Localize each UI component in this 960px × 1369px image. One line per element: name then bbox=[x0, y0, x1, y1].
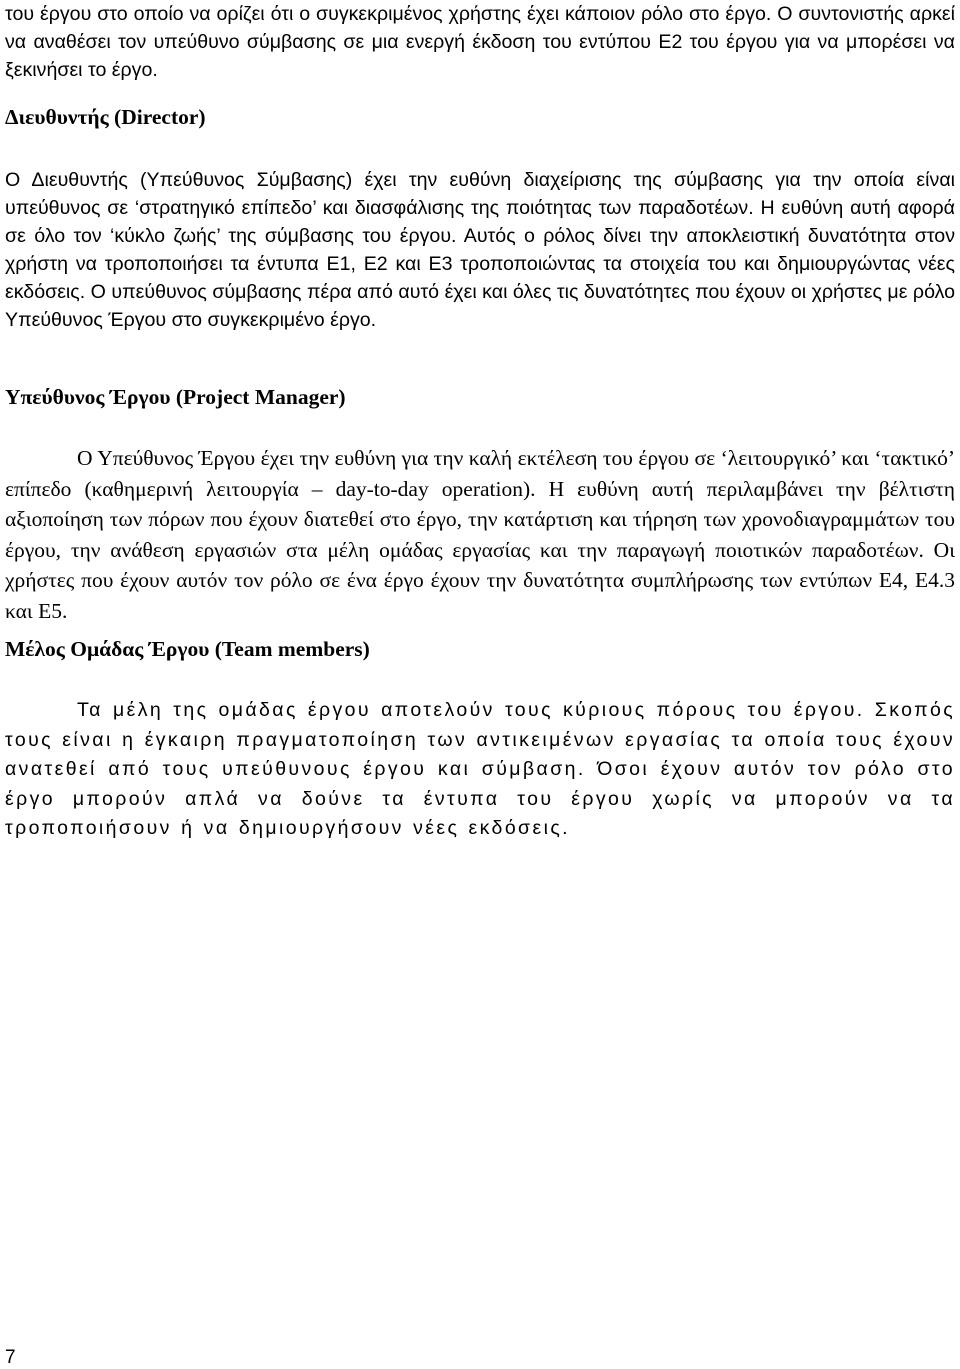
team-members-heading: Μέλος Ομάδας Έργου (Team members) bbox=[5, 637, 370, 661]
director-paragraph: Ο Διευθυντής (Υπεύθυνος Σύμβασης) έχει την ευθύνη διαχείρισης της σύμβασης για την οποία είναι υπεύθυνος σε ‘στρατηγικό επίπεδο’ και διασφάλισης της ποιότητας των παραδοτέων. Η ευθύνη αυτή αφορά σε όλο τον ‘κύκλο ζωής’ της σύμβασης του έργου. Αυτός ο ρόλος δίνει την αποκλειστική δυνατότητα στον χρήστη να τροποποιήσει τα έντυπα Ε1, Ε2 και Ε3 τροποποιώντας τα στοιχεία του και δημιουργώντας νέες εκδόσεις. Ο υπεύθυνος σύμβασης πέρα από αυτό έχει και όλες τις δυνατότητες που έχουν οι χρήστες με ρόλο Υπεύθυνος Έργου στο συγκεκριμένο έργο. bbox=[5, 169, 955, 331]
project-manager-paragraph: Ο Υπεύθυνος Έργου έχει την ευθύνη για την καλή εκτέλεση του έργου σε ‘λειτουργικό’ και ‘τακτικό’ επίπεδο (καθημερινή λειτουργία – day-to-day operation). Η ευθύνη αυτή περιλαμβάνει την βέλτιστη αξιοποίηση των πόρων που έχουν διατεθεί στο έργο, την κατάρτιση και τήρηση των χρονοδιαγραμμάτων του έργου, την ανάθεση εργασιών στα μέλη ομάδας εργασίας και την παραγωγή ποιοτικών παραδοτέων. Οι χρήστες που έχουν αυτόν τον ρόλο σε ένα έργο έχουν την δυνατότητα συμπλήρωσης των εντύπων Ε4, Ε4.3 και Ε5. bbox=[5, 446, 955, 623]
director-heading: Διευθυντής (Director) bbox=[5, 105, 206, 129]
intro-paragraph: του έργου στο οποίο να ορίζει ότι ο συγκεκριμένος χρήστης έχει κάποιον ρόλο στο έργο. Ο συντονιστής αρκεί να αναθέσει τον υπεύθυνο σύμβασης σε μια ενεργή έκδοση του εντύπου Ε2 του έργου για να μπορέσει να ξεκινήσει το έργο. bbox=[5, 3, 955, 81]
team-members-paragraph: Τα μέλη της ομάδας έργου αποτελούν τους κύριους πόρους του έργου. Σκοπός τους είναι η έγκαιρη πραγματοποίηση των αντικειμένων εργασίας τα οποία τους έχουν ανατεθεί από τους υπεύθυνους έργου και σύμβαση. Όσοι έχουν αυτόν τον ρόλο στο έργο μπορούν απλά να δούνε τα έντυπα του έργου χωρίς να μπορούν να τα τροποποιήσουν ή να δημιουργήσουν νέες εκδόσεις. bbox=[5, 699, 955, 839]
project-manager-heading: Υπεύθυνος Έργου (Project Manager) bbox=[5, 385, 346, 409]
page-number: 7 bbox=[5, 1347, 16, 1368]
